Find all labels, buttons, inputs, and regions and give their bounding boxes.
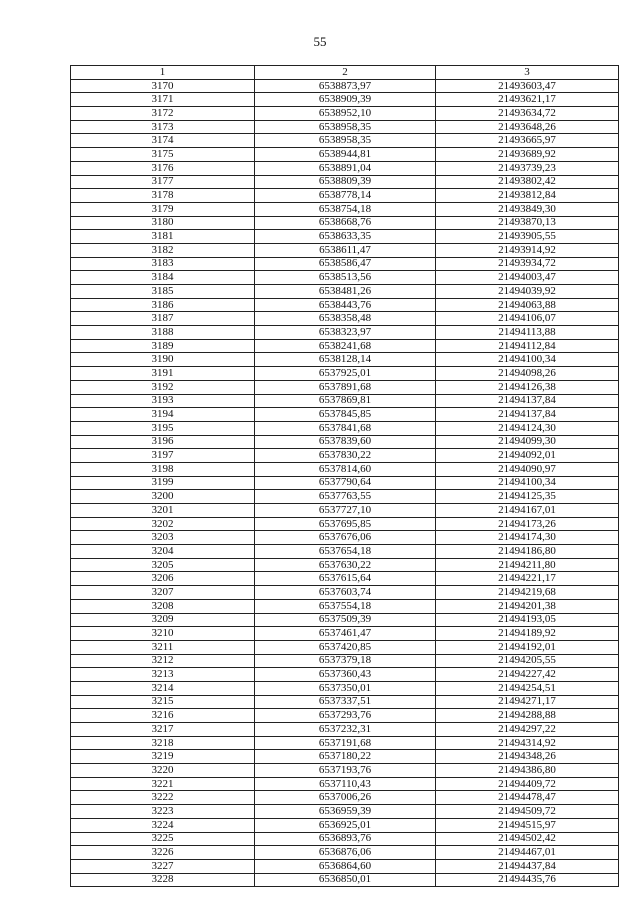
cell-y-coordinate: 21494478,47: [436, 791, 619, 805]
table-row: [71, 736, 619, 750]
cell-x-coordinate: 6537293,76: [255, 709, 436, 723]
table-row: [71, 202, 619, 216]
cell-point-number: 3217: [71, 723, 255, 737]
cell-y-coordinate: 21494467,01: [436, 846, 619, 860]
cell-y-coordinate: 21494124,30: [436, 421, 619, 435]
cell-y-coordinate: 21494502,42: [436, 832, 619, 846]
table-row: [71, 367, 619, 381]
table-row: [71, 93, 619, 107]
cell-x-coordinate: 6537337,51: [255, 695, 436, 709]
cell-y-coordinate: 21494193,05: [436, 613, 619, 627]
cell-x-coordinate: 6537509,39: [255, 613, 436, 627]
cell-point-number: 3172: [71, 107, 255, 121]
cell-y-coordinate: 21494509,72: [436, 805, 619, 819]
cell-y-coordinate: 21493648,26: [436, 120, 619, 134]
cell-point-number: 3210: [71, 627, 255, 641]
cell-point-number: 3196: [71, 435, 255, 449]
cell-y-coordinate: 21494515,97: [436, 818, 619, 832]
cell-y-coordinate: 21493665,97: [436, 134, 619, 148]
cell-y-coordinate: 21493870,13: [436, 216, 619, 230]
page-number: 55: [313, 34, 327, 49]
cell-y-coordinate: 21494271,17: [436, 695, 619, 709]
table-row: [71, 504, 619, 518]
cell-y-coordinate: 21494112,84: [436, 339, 619, 353]
cell-y-coordinate: 21494099,30: [436, 435, 619, 449]
cell-x-coordinate: 6536864,60: [255, 859, 436, 873]
cell-x-coordinate: 6537232,31: [255, 723, 436, 737]
cell-x-coordinate: 6537891,68: [255, 380, 436, 394]
cell-x-coordinate: 6538611,47: [255, 243, 436, 257]
cell-y-coordinate: 21494173,26: [436, 517, 619, 531]
cell-y-coordinate: 21494348,26: [436, 750, 619, 764]
table-row: [71, 599, 619, 613]
cell-x-coordinate: 6537603,74: [255, 586, 436, 600]
cell-point-number: 3209: [71, 613, 255, 627]
cell-point-number: 3212: [71, 654, 255, 668]
cell-y-coordinate: 21493739,23: [436, 161, 619, 175]
table-row: [71, 175, 619, 189]
cell-y-coordinate: 21494205,55: [436, 654, 619, 668]
cell-y-coordinate: 21494003,47: [436, 271, 619, 285]
cell-x-coordinate: 6537180,22: [255, 750, 436, 764]
cell-x-coordinate: 6538873,97: [255, 79, 436, 93]
table-row: [71, 216, 619, 230]
cell-x-coordinate: 6536876,06: [255, 846, 436, 860]
cell-point-number: 3197: [71, 449, 255, 463]
cell-x-coordinate: 6537925,01: [255, 367, 436, 381]
cell-point-number: 3192: [71, 380, 255, 394]
cell-point-number: 3204: [71, 545, 255, 559]
cell-point-number: 3182: [71, 243, 255, 257]
table-row: [71, 380, 619, 394]
cell-point-number: 3191: [71, 367, 255, 381]
cell-point-number: 3185: [71, 285, 255, 299]
table-row: [71, 846, 619, 860]
table-row: [71, 818, 619, 832]
cell-point-number: 3174: [71, 134, 255, 148]
cell-y-coordinate: 21494254,51: [436, 681, 619, 695]
table-body: [71, 79, 619, 887]
cell-point-number: 3198: [71, 462, 255, 476]
cell-point-number: 3195: [71, 421, 255, 435]
cell-y-coordinate: 21493934,72: [436, 257, 619, 271]
cell-point-number: 3189: [71, 339, 255, 353]
cell-y-coordinate: 21493634,72: [436, 107, 619, 121]
cell-point-number: 3176: [71, 161, 255, 175]
cell-x-coordinate: 6537615,64: [255, 572, 436, 586]
cell-point-number: 3199: [71, 476, 255, 490]
table-row: [71, 339, 619, 353]
cell-y-coordinate: 21494211,80: [436, 558, 619, 572]
cell-point-number: 3183: [71, 257, 255, 271]
cell-x-coordinate: 6537006,26: [255, 791, 436, 805]
cell-y-coordinate: 21494137,84: [436, 394, 619, 408]
cell-y-coordinate: 21494288,88: [436, 709, 619, 723]
table-row: [71, 723, 619, 737]
cell-point-number: 3221: [71, 777, 255, 791]
cell-point-number: 3173: [71, 120, 255, 134]
cell-point-number: 3175: [71, 148, 255, 162]
cell-point-number: 3208: [71, 599, 255, 613]
table-row: [71, 627, 619, 641]
cell-x-coordinate: 6537869,81: [255, 394, 436, 408]
cell-x-coordinate: 6537191,68: [255, 736, 436, 750]
cell-point-number: 3203: [71, 531, 255, 545]
cell-x-coordinate: 6538586,47: [255, 257, 436, 271]
table-row: [71, 490, 619, 504]
cell-y-coordinate: 21494100,34: [436, 353, 619, 367]
cell-x-coordinate: 6538513,56: [255, 271, 436, 285]
cell-point-number: 3226: [71, 846, 255, 860]
cell-y-coordinate: 21494201,38: [436, 599, 619, 613]
cell-point-number: 3219: [71, 750, 255, 764]
table-row: [71, 462, 619, 476]
cell-y-coordinate: 21494106,07: [436, 312, 619, 326]
cell-x-coordinate: 6537554,18: [255, 599, 436, 613]
cell-point-number: 3186: [71, 298, 255, 312]
cell-point-number: 3181: [71, 230, 255, 244]
cell-point-number: 3216: [71, 709, 255, 723]
cell-x-coordinate: 6537763,55: [255, 490, 436, 504]
cell-y-coordinate: 21494039,92: [436, 285, 619, 299]
cell-y-coordinate: 21493849,30: [436, 202, 619, 216]
cell-point-number: 3188: [71, 326, 255, 340]
cell-point-number: 3207: [71, 586, 255, 600]
cell-x-coordinate: 6536850,01: [255, 873, 436, 887]
table-row: [71, 271, 619, 285]
cell-x-coordinate: 6537630,22: [255, 558, 436, 572]
cell-y-coordinate: 21494167,01: [436, 504, 619, 518]
table-header-row: [71, 66, 619, 80]
cell-y-coordinate: 21493812,84: [436, 189, 619, 203]
table-row: [71, 79, 619, 93]
cell-y-coordinate: 21494227,42: [436, 668, 619, 682]
cell-point-number: 3215: [71, 695, 255, 709]
cell-x-coordinate: 6538323,97: [255, 326, 436, 340]
table-row: [71, 791, 619, 805]
table-row: [71, 517, 619, 531]
cell-x-coordinate: 6538358,48: [255, 312, 436, 326]
table-row: [71, 476, 619, 490]
table-row: [71, 435, 619, 449]
cell-y-coordinate: 21494192,01: [436, 640, 619, 654]
cell-x-coordinate: 6538909,39: [255, 93, 436, 107]
cell-y-coordinate: 21494409,72: [436, 777, 619, 791]
cell-x-coordinate: 6538443,76: [255, 298, 436, 312]
cell-y-coordinate: 21494113,88: [436, 326, 619, 340]
cell-point-number: 3178: [71, 189, 255, 203]
table-row: [71, 709, 619, 723]
cell-x-coordinate: 6537461,47: [255, 627, 436, 641]
column-header-y: 3: [436, 66, 619, 80]
table-row: [71, 695, 619, 709]
table-row: [71, 531, 619, 545]
table-row: [71, 572, 619, 586]
cell-y-coordinate: 21494100,34: [436, 476, 619, 490]
cell-point-number: 3201: [71, 504, 255, 518]
cell-x-coordinate: 6538241,68: [255, 339, 436, 353]
cell-y-coordinate: 21494189,92: [436, 627, 619, 641]
cell-point-number: 3211: [71, 640, 255, 654]
cell-point-number: 3222: [71, 791, 255, 805]
table-row: [71, 545, 619, 559]
table-row: [71, 326, 619, 340]
cell-x-coordinate: 6536959,39: [255, 805, 436, 819]
cell-x-coordinate: 6537654,18: [255, 545, 436, 559]
cell-x-coordinate: 6538754,18: [255, 202, 436, 216]
cell-y-coordinate: 21494092,01: [436, 449, 619, 463]
coordinates-table: [70, 65, 619, 887]
cell-point-number: 3184: [71, 271, 255, 285]
cell-x-coordinate: 6538958,35: [255, 134, 436, 148]
cell-x-coordinate: 6538481,26: [255, 285, 436, 299]
table-row: [71, 148, 619, 162]
cell-x-coordinate: 6538633,35: [255, 230, 436, 244]
cell-x-coordinate: 6538668,76: [255, 216, 436, 230]
cell-y-coordinate: 21493689,92: [436, 148, 619, 162]
cell-point-number: 3179: [71, 202, 255, 216]
cell-point-number: 3225: [71, 832, 255, 846]
cell-y-coordinate: 21494186,80: [436, 545, 619, 559]
cell-point-number: 3190: [71, 353, 255, 367]
cell-point-number: 3220: [71, 764, 255, 778]
cell-point-number: 3193: [71, 394, 255, 408]
table-row: [71, 859, 619, 873]
cell-point-number: 3187: [71, 312, 255, 326]
cell-x-coordinate: 6537790,64: [255, 476, 436, 490]
table-row: [71, 777, 619, 791]
cell-point-number: 3205: [71, 558, 255, 572]
cell-x-coordinate: 6538128,14: [255, 353, 436, 367]
cell-y-coordinate: 21494063,88: [436, 298, 619, 312]
cell-x-coordinate: 6538944,81: [255, 148, 436, 162]
table-row: [71, 654, 619, 668]
cell-x-coordinate: 6538778,14: [255, 189, 436, 203]
table-row: [71, 408, 619, 422]
cell-y-coordinate: 21493621,17: [436, 93, 619, 107]
cell-point-number: 3206: [71, 572, 255, 586]
cell-y-coordinate: 21493905,55: [436, 230, 619, 244]
cell-x-coordinate: 6537830,22: [255, 449, 436, 463]
cell-y-coordinate: 21493914,92: [436, 243, 619, 257]
table-row: [71, 257, 619, 271]
table-row: [71, 161, 619, 175]
cell-point-number: 3228: [71, 873, 255, 887]
cell-x-coordinate: 6537695,85: [255, 517, 436, 531]
cell-x-coordinate: 6536925,01: [255, 818, 436, 832]
cell-point-number: 3171: [71, 93, 255, 107]
cell-y-coordinate: 21494090,97: [436, 462, 619, 476]
cell-x-coordinate: 6537676,06: [255, 531, 436, 545]
table-row: [71, 873, 619, 887]
cell-x-coordinate: 6537360,43: [255, 668, 436, 682]
cell-x-coordinate: 6537814,60: [255, 462, 436, 476]
table-row: [71, 120, 619, 134]
table-row: [71, 243, 619, 257]
table-row: [71, 394, 619, 408]
cell-y-coordinate: 21494098,26: [436, 367, 619, 381]
table-row: [71, 421, 619, 435]
cell-point-number: 3170: [71, 79, 255, 93]
cell-point-number: 3194: [71, 408, 255, 422]
cell-x-coordinate: 6537839,60: [255, 435, 436, 449]
cell-x-coordinate: 6538891,04: [255, 161, 436, 175]
table-row: [71, 285, 619, 299]
column-header-point-number: 1: [71, 66, 255, 80]
cell-y-coordinate: 21494386,80: [436, 764, 619, 778]
cell-y-coordinate: 21494221,17: [436, 572, 619, 586]
table-row: [71, 107, 619, 121]
cell-y-coordinate: 21494126,38: [436, 380, 619, 394]
table-row: [71, 449, 619, 463]
cell-y-coordinate: 21493603,47: [436, 79, 619, 93]
cell-y-coordinate: 21494137,84: [436, 408, 619, 422]
cell-point-number: 3180: [71, 216, 255, 230]
cell-point-number: 3223: [71, 805, 255, 819]
cell-x-coordinate: 6537420,85: [255, 640, 436, 654]
table-row: [71, 681, 619, 695]
cell-y-coordinate: 21494125,35: [436, 490, 619, 504]
cell-y-coordinate: 21494297,22: [436, 723, 619, 737]
table-row: [71, 640, 619, 654]
table-row: [71, 189, 619, 203]
table-row: [71, 668, 619, 682]
cell-x-coordinate: 6538958,35: [255, 120, 436, 134]
table-row: [71, 558, 619, 572]
cell-y-coordinate: 21493802,42: [436, 175, 619, 189]
cell-point-number: 3202: [71, 517, 255, 531]
cell-point-number: 3224: [71, 818, 255, 832]
cell-x-coordinate: 6537193,76: [255, 764, 436, 778]
cell-point-number: 3213: [71, 668, 255, 682]
table-row: [71, 586, 619, 600]
cell-y-coordinate: 21494435,76: [436, 873, 619, 887]
table-row: [71, 832, 619, 846]
cell-y-coordinate: 21494437,84: [436, 859, 619, 873]
cell-x-coordinate: 6537350,01: [255, 681, 436, 695]
cell-x-coordinate: 6537845,85: [255, 408, 436, 422]
cell-x-coordinate: 6537841,68: [255, 421, 436, 435]
table-row: [71, 298, 619, 312]
table-row: [71, 805, 619, 819]
table-row: [71, 750, 619, 764]
table-row: [71, 312, 619, 326]
column-header-x: 2: [255, 66, 436, 80]
cell-x-coordinate: 6537110,43: [255, 777, 436, 791]
table-row: [71, 764, 619, 778]
cell-y-coordinate: 21494219,68: [436, 586, 619, 600]
cell-x-coordinate: 6536893,76: [255, 832, 436, 846]
cell-point-number: 3200: [71, 490, 255, 504]
cell-y-coordinate: 21494174,30: [436, 531, 619, 545]
cell-point-number: 3218: [71, 736, 255, 750]
cell-x-coordinate: 6538809,39: [255, 175, 436, 189]
cell-point-number: 3177: [71, 175, 255, 189]
table-row: [71, 230, 619, 244]
cell-y-coordinate: 21494314,92: [436, 736, 619, 750]
cell-x-coordinate: 6537727,10: [255, 504, 436, 518]
cell-point-number: 3214: [71, 681, 255, 695]
table-row: [71, 353, 619, 367]
cell-x-coordinate: 6537379,18: [255, 654, 436, 668]
cell-point-number: 3227: [71, 859, 255, 873]
cell-x-coordinate: 6538952,10: [255, 107, 436, 121]
table-row: [71, 134, 619, 148]
table-row: [71, 613, 619, 627]
